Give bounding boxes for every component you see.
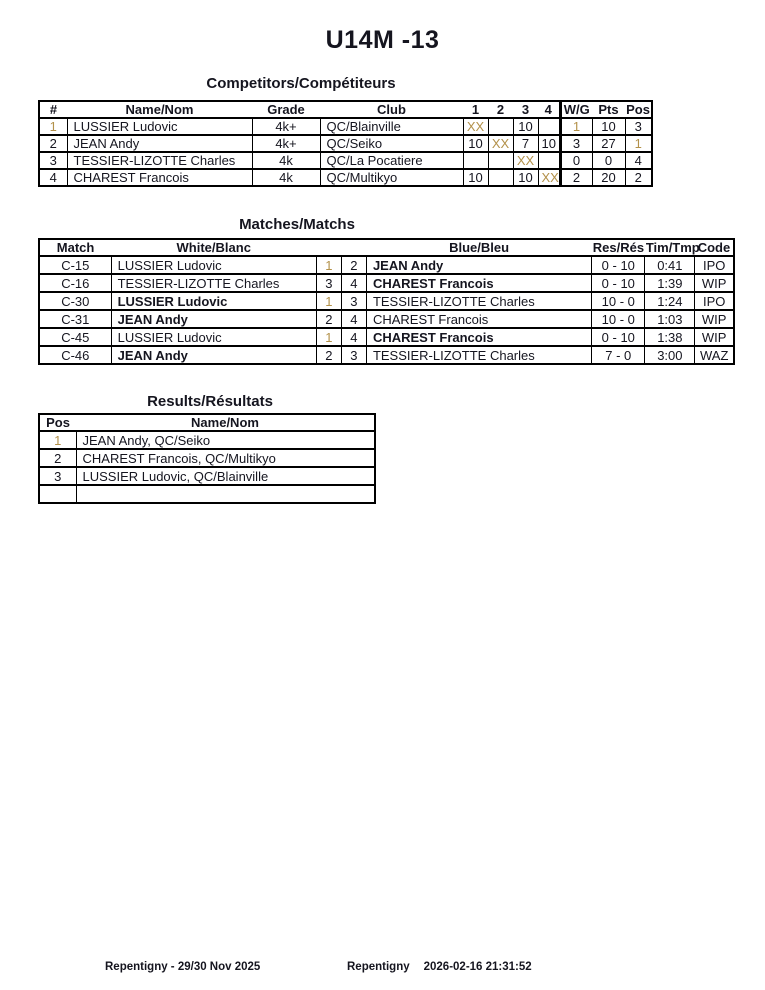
col-header-round-3: 3 xyxy=(513,101,538,118)
col-header-pos: Pos xyxy=(39,414,76,431)
grid-cell-r4: 10 xyxy=(538,135,560,152)
competitor-club: QC/Seiko xyxy=(320,135,463,152)
white-player-name: LUSSIER Ludovic xyxy=(111,292,316,310)
results-header-row xyxy=(39,414,375,431)
result-player: CHAREST Francois, QC/Multikyo xyxy=(76,449,375,467)
blue-player-number: 3 xyxy=(341,292,366,310)
white-player-name: JEAN Andy xyxy=(111,346,316,364)
white-player-number: 2 xyxy=(316,346,341,364)
competitor-row xyxy=(39,135,652,152)
match-row xyxy=(39,310,734,328)
result-row xyxy=(39,449,375,467)
col-header-code: Code xyxy=(695,239,734,256)
match-time: 1:38 xyxy=(645,328,695,346)
blue-player-number: 4 xyxy=(341,274,366,292)
white-player-number: 3 xyxy=(316,274,341,292)
page-title: U14M -13 xyxy=(325,26,440,54)
white-player-number: 2 xyxy=(316,310,341,328)
blue-player-name: JEAN Andy xyxy=(366,256,591,274)
grid-cell-r2 xyxy=(488,169,513,186)
grid-cell-r2 xyxy=(488,118,513,135)
competitor-wins: 1 xyxy=(560,118,592,135)
result-player: LUSSIER Ludovic, QC/Blainville xyxy=(76,467,375,485)
col-header-round-4: 4 xyxy=(538,101,560,118)
col-header-white-num xyxy=(316,239,341,256)
col-header-num: # xyxy=(39,101,67,118)
result-row xyxy=(39,431,375,449)
match-time: 3:00 xyxy=(645,346,695,364)
competitor-number: 4 xyxy=(39,169,67,186)
competitor-name: JEAN Andy xyxy=(67,135,252,152)
competitor-number: 3 xyxy=(39,152,67,169)
match-code: WAZ xyxy=(695,346,734,364)
match-code: WIP xyxy=(695,274,734,292)
match-id: C-45 xyxy=(39,328,111,346)
result-player xyxy=(76,485,375,503)
grid-cell-r1: XX xyxy=(463,118,488,135)
footer-timestamp: 2026-02-16 21:31:52 xyxy=(423,961,532,973)
grid-cell-r1: 10 xyxy=(463,135,488,152)
col-header-grade: Grade xyxy=(252,101,320,118)
grid-cell-r3: XX xyxy=(513,152,538,169)
col-header-blue-num xyxy=(341,239,366,256)
matches-header-row xyxy=(39,239,734,256)
col-header-pos: Pos xyxy=(625,101,652,118)
competitor-grade: 4k+ xyxy=(252,135,320,152)
blue-player-name: TESSIER-LIZOTTE Charles xyxy=(366,346,591,364)
grid-cell-r1 xyxy=(463,152,488,169)
match-id: C-46 xyxy=(39,346,111,364)
white-player-name: TESSIER-LIZOTTE Charles xyxy=(111,274,316,292)
col-header-club: Club xyxy=(320,101,463,118)
match-result: 0 - 10 xyxy=(592,256,645,274)
match-row xyxy=(39,292,734,310)
competitor-position: 3 xyxy=(625,118,652,135)
competitor-row xyxy=(39,118,652,135)
blue-player-name: CHAREST Francois xyxy=(366,328,591,346)
competitor-row xyxy=(39,169,652,186)
match-id: C-15 xyxy=(39,256,111,274)
white-player-name: LUSSIER Ludovic xyxy=(111,256,316,274)
competitor-name: CHAREST Francois xyxy=(67,169,252,186)
competitor-wins: 3 xyxy=(560,135,592,152)
competitors-table xyxy=(38,100,653,187)
blue-player-number: 3 xyxy=(341,346,366,364)
col-header-round-1: 1 xyxy=(463,101,488,118)
col-header-round-2: 2 xyxy=(488,101,513,118)
match-code: WIP xyxy=(695,310,734,328)
competitor-club: QC/Blainville xyxy=(320,118,463,135)
grid-cell-r4 xyxy=(538,152,560,169)
match-result: 10 - 0 xyxy=(592,310,645,328)
match-result: 7 - 0 xyxy=(592,346,645,364)
col-header-match: Match xyxy=(39,239,111,256)
matches-section-heading: Matches/Matchs xyxy=(239,216,355,233)
col-header-white: White/Blanc xyxy=(111,239,316,256)
grid-cell-r2 xyxy=(488,152,513,169)
competitors-header-row xyxy=(39,101,652,118)
result-position: 1 xyxy=(39,431,76,449)
match-row xyxy=(39,328,734,346)
grid-cell-r4 xyxy=(538,118,560,135)
competitor-points: 27 xyxy=(592,135,625,152)
col-header-time: Tim/Tmp xyxy=(645,240,700,255)
blue-player-number: 4 xyxy=(341,310,366,328)
col-header-blue: Blue/Bleu xyxy=(366,239,591,256)
footer-event-date: Repentigny - 29/30 Nov 2025 xyxy=(105,961,261,973)
competitor-points: 20 xyxy=(592,169,625,186)
grid-cell-r3: 7 xyxy=(513,135,538,152)
results-section-heading: Results/Résultats xyxy=(147,393,273,410)
match-result: 0 - 10 xyxy=(592,328,645,346)
match-row xyxy=(39,274,734,292)
competitors-section-heading: Competitors/Compétiteurs xyxy=(206,75,396,92)
white-player-number: 1 xyxy=(316,328,341,346)
grid-cell-r2: XX xyxy=(488,135,513,152)
match-id: C-31 xyxy=(39,310,111,328)
competitor-row xyxy=(39,152,652,169)
match-row xyxy=(39,346,734,364)
results-table xyxy=(38,413,376,504)
match-result: 10 - 0 xyxy=(592,292,645,310)
match-time: 1:03 xyxy=(645,310,695,328)
result-position: 2 xyxy=(39,449,76,467)
competitor-grade: 4k xyxy=(252,152,320,169)
competitor-position: 2 xyxy=(625,169,652,186)
result-player: JEAN Andy, QC/Seiko xyxy=(76,431,375,449)
competitor-name: TESSIER-LIZOTTE Charles xyxy=(67,152,252,169)
blue-player-number: 2 xyxy=(341,256,366,274)
white-player-name: JEAN Andy xyxy=(111,310,316,328)
footer-generated xyxy=(347,961,532,973)
match-code: IPO xyxy=(695,256,734,274)
competitor-grade: 4k xyxy=(252,169,320,186)
match-id: C-30 xyxy=(39,292,111,310)
match-time: 1:24 xyxy=(645,292,695,310)
competitor-points: 0 xyxy=(592,152,625,169)
result-row xyxy=(39,485,375,503)
competitor-number: 1 xyxy=(39,118,67,135)
competitor-position: 4 xyxy=(625,152,652,169)
result-position xyxy=(39,485,76,503)
result-position: 3 xyxy=(39,467,76,485)
competitor-name: LUSSIER Ludovic xyxy=(67,118,252,135)
match-code: IPO xyxy=(695,292,734,310)
competitor-club: QC/La Pocatiere xyxy=(320,152,463,169)
competitor-grade: 4k+ xyxy=(252,118,320,135)
competitor-wins: 2 xyxy=(560,169,592,186)
footer-location: Repentigny xyxy=(347,961,410,973)
col-header-name: Name/Nom xyxy=(76,414,375,431)
competitor-wins: 0 xyxy=(560,152,592,169)
competitor-club: QC/Multikyo xyxy=(320,169,463,186)
match-result: 0 - 10 xyxy=(592,274,645,292)
blue-player-name: CHAREST Francois xyxy=(366,274,591,292)
match-id: C-16 xyxy=(39,274,111,292)
matches-table xyxy=(38,238,735,365)
white-player-name: LUSSIER Ludovic xyxy=(111,328,316,346)
result-row xyxy=(39,467,375,485)
white-player-number: 1 xyxy=(316,256,341,274)
competitor-number: 2 xyxy=(39,135,67,152)
col-header-name: Name/Nom xyxy=(67,101,252,118)
col-header-pts: Pts xyxy=(592,101,625,118)
grid-cell-r1: 10 xyxy=(463,169,488,186)
grid-cell-r3: 10 xyxy=(513,169,538,186)
match-row xyxy=(39,256,734,274)
match-time: 0:41 xyxy=(645,256,695,274)
blue-player-number: 4 xyxy=(341,328,366,346)
competitor-points: 10 xyxy=(592,118,625,135)
match-code: WIP xyxy=(695,328,734,346)
blue-player-name: TESSIER-LIZOTTE Charles xyxy=(366,292,591,310)
white-player-number: 1 xyxy=(316,292,341,310)
blue-player-name: CHAREST Francois xyxy=(366,310,591,328)
match-time: 1:39 xyxy=(645,274,695,292)
competitor-position: 1 xyxy=(625,135,652,152)
grid-cell-r4: XX xyxy=(538,169,560,186)
grid-cell-r3: 10 xyxy=(513,118,538,135)
col-header-wg: W/G xyxy=(560,101,592,118)
col-header-result: Res/Rés xyxy=(592,240,645,255)
